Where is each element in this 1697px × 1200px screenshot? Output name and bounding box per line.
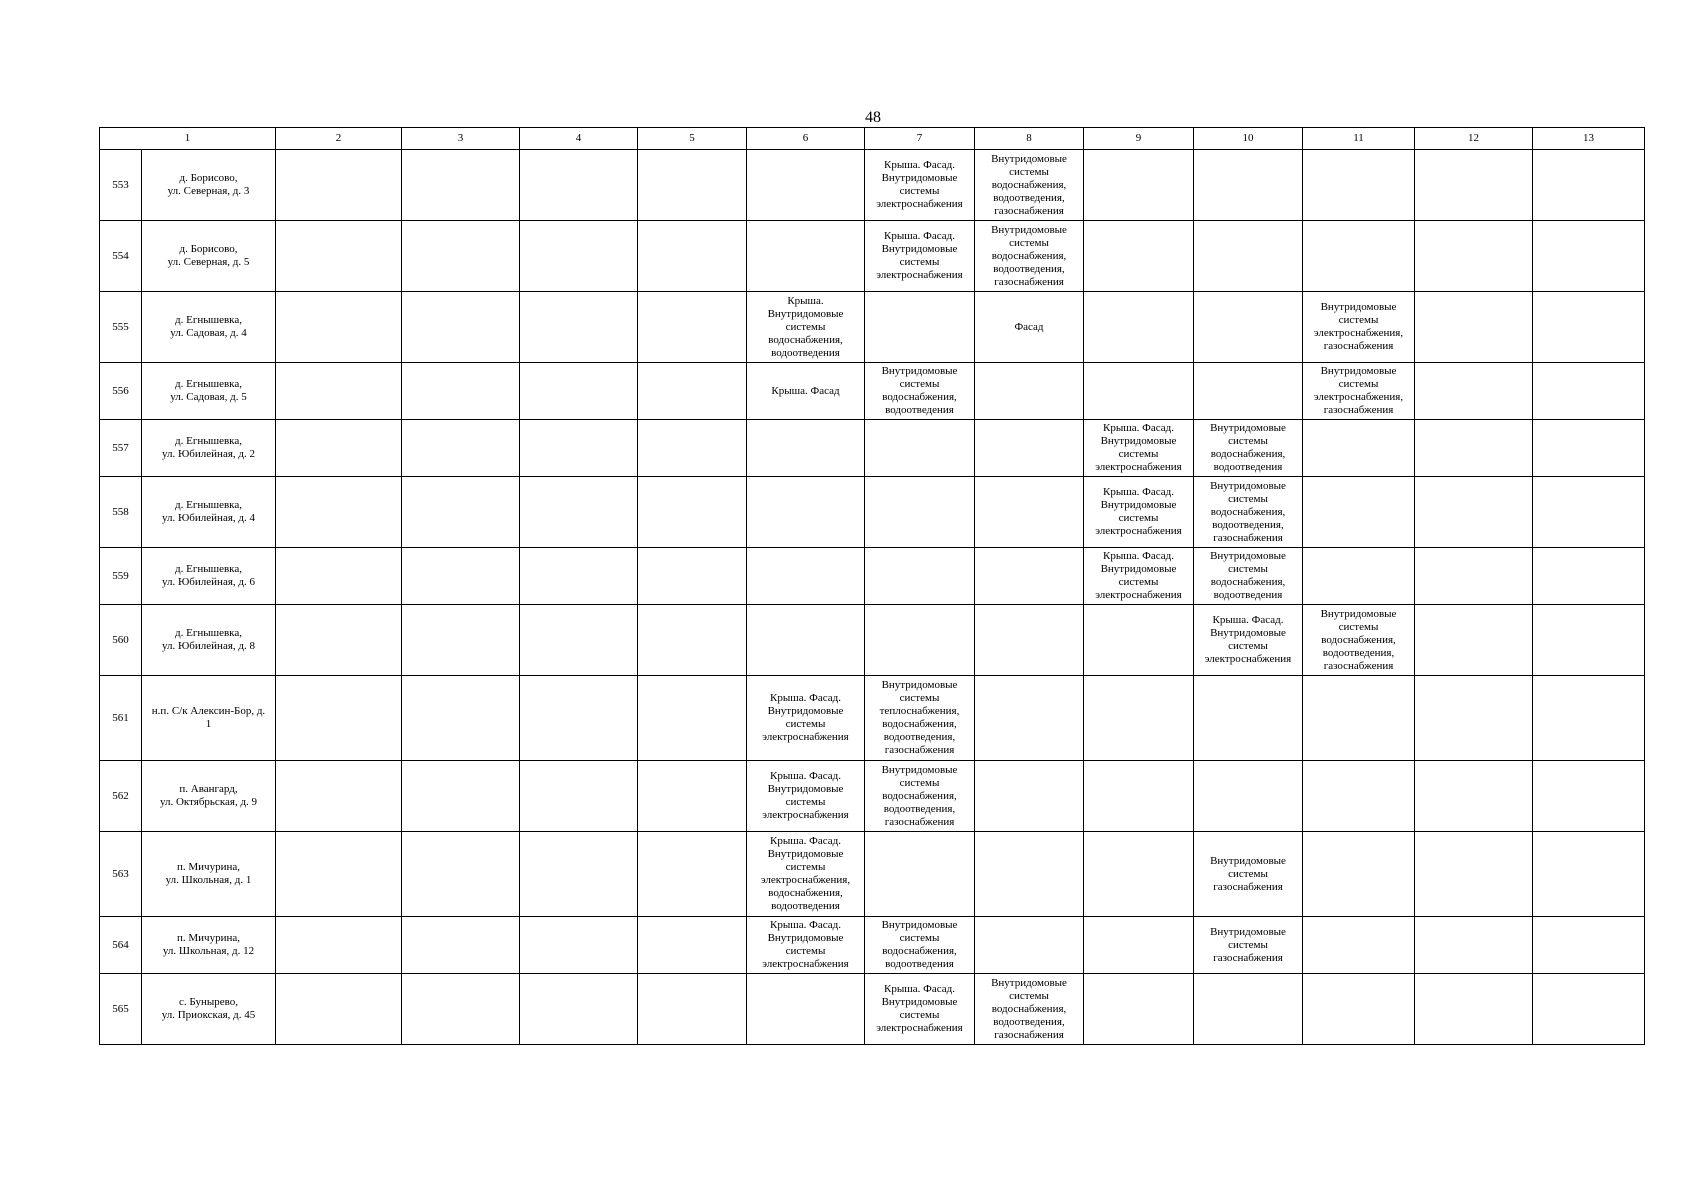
work-cell-col-3 [276,974,402,1045]
column-header: 10 [1194,128,1303,150]
work-cell-col-4 [402,477,520,548]
table-row [100,974,1645,1045]
work-cell-col-10 [1084,605,1194,676]
work-cell-col-13 [1415,477,1533,548]
work-cell-col-10 [1084,974,1194,1045]
work-cell-col-12 [1303,548,1415,605]
work-cell-col-3 [276,917,402,974]
work-cell-col-14 [1533,605,1645,676]
work-cell-col-7 [747,477,865,548]
work-cell-col-12: Внутридомовые системы водоснабжения, водоотведения, газоснабжения [1303,605,1415,676]
work-cell-col-14 [1533,548,1645,605]
work-cell-col-4 [402,548,520,605]
work-cell-col-7 [747,420,865,477]
work-cell-col-12 [1303,477,1415,548]
table-body [100,150,1645,1045]
work-cell-col-9: Фасад [975,292,1084,363]
work-cell-col-14 [1533,676,1645,761]
work-cell-col-9 [975,917,1084,974]
work-cell-col-3 [276,420,402,477]
work-cell-col-8: Крыша. Фасад. Внутридомовые системы электроснабжения [865,150,975,221]
work-cell-col-10 [1084,676,1194,761]
row-number-cell: 555 [100,292,142,363]
work-cell-col-9 [975,676,1084,761]
address-cell: с. Бунырево, ул. Приокская, д. 45 [142,974,276,1045]
work-cell-col-6 [638,761,747,832]
work-cell-col-13 [1415,676,1533,761]
work-cell-col-11 [1194,221,1303,292]
work-cell-col-12 [1303,974,1415,1045]
row-number-cell: 562 [100,761,142,832]
table-row [100,477,1645,548]
table-row [100,676,1645,761]
address-cell: д. Егнышевка, ул. Юбилейная, д. 8 [142,605,276,676]
work-cell-col-12 [1303,761,1415,832]
work-cell-col-8 [865,420,975,477]
work-cell-col-5 [520,676,638,761]
address-cell: д. Егнышевка, ул. Юбилейная, д. 6 [142,548,276,605]
row-number-cell: 564 [100,917,142,974]
work-cell-col-9 [975,420,1084,477]
address-cell: д. Егнышевка, ул. Садовая, д. 5 [142,363,276,420]
work-cell-col-7: Крыша. Фасад. Внутридомовые системы электроснабжения, водоснабжения, водоотведения [747,832,865,917]
work-cell-col-3 [276,150,402,221]
column-header: 5 [638,128,747,150]
work-cell-col-5 [520,150,638,221]
work-cell-col-6 [638,420,747,477]
work-cell-col-13 [1415,605,1533,676]
work-cell-col-12: Внутридомовые системы электроснабжения, газоснабжения [1303,292,1415,363]
work-cell-col-11: Внутридомовые системы водоснабжения, водоотведения, газоснабжения [1194,477,1303,548]
work-cell-col-11 [1194,150,1303,221]
work-cell-col-7 [747,974,865,1045]
work-cell-col-6 [638,917,747,974]
work-cell-col-10: Крыша. Фасад. Внутридомовые системы электроснабжения [1084,420,1194,477]
work-cell-col-10 [1084,917,1194,974]
work-cell-col-3 [276,363,402,420]
work-cell-col-3 [276,605,402,676]
work-cell-col-9: Внутридомовые системы водоснабжения, водоотведения, газоснабжения [975,221,1084,292]
work-cell-col-12: Внутридомовые системы электроснабжения, газоснабжения [1303,363,1415,420]
work-cell-col-4 [402,292,520,363]
work-cell-col-5 [520,974,638,1045]
row-number-cell: 553 [100,150,142,221]
row-number-cell: 559 [100,548,142,605]
work-cell-col-8: Внутридомовые системы теплоснабжения, водоснабжения, водоотведения, газоснабжения [865,676,975,761]
work-cell-col-5 [520,221,638,292]
address-cell: д. Борисово, ул. Северная, д. 3 [142,150,276,221]
column-header: 12 [1415,128,1533,150]
table-row [100,420,1645,477]
work-cell-col-5 [520,548,638,605]
table-row [100,363,1645,420]
work-cell-col-11: Внутридомовые системы водоснабжения, водоотведения [1194,420,1303,477]
work-cell-col-14 [1533,363,1645,420]
address-cell: д. Егнышевка, ул. Юбилейная, д. 2 [142,420,276,477]
work-cell-col-14 [1533,150,1645,221]
work-cell-col-14 [1533,477,1645,548]
work-cell-col-3 [276,292,402,363]
work-cell-col-6 [638,477,747,548]
work-cell-col-11 [1194,761,1303,832]
work-cell-col-12 [1303,150,1415,221]
work-cell-col-12 [1303,420,1415,477]
work-cell-col-3 [276,548,402,605]
address-cell: п. Мичурина, ул. Школьная, д. 12 [142,917,276,974]
work-cell-col-4 [402,363,520,420]
work-cell-col-4 [402,761,520,832]
work-cell-col-6 [638,832,747,917]
work-cell-col-11: Внутридомовые системы газоснабжения [1194,832,1303,917]
address-cell: д. Егнышевка, ул. Юбилейная, д. 4 [142,477,276,548]
work-cell-col-8 [865,605,975,676]
work-cell-col-4 [402,676,520,761]
column-header: 1 [100,128,276,150]
table-row [100,150,1645,221]
table-row [100,832,1645,917]
work-cell-col-6 [638,548,747,605]
column-header: 11 [1303,128,1415,150]
work-cell-col-12 [1303,832,1415,917]
row-number-cell: 554 [100,221,142,292]
row-number-cell: 561 [100,676,142,761]
work-cell-col-9 [975,832,1084,917]
work-cell-col-13 [1415,974,1533,1045]
work-cell-col-10 [1084,221,1194,292]
table-row [100,917,1645,974]
work-cell-col-14 [1533,221,1645,292]
work-cell-col-10: Крыша. Фасад. Внутридомовые системы электроснабжения [1084,477,1194,548]
work-cell-col-6 [638,676,747,761]
row-number-cell: 560 [100,605,142,676]
address-cell: д. Борисово, ул. Северная, д. 5 [142,221,276,292]
work-cell-col-8: Внутридомовые системы водоснабжения, водоотведения [865,917,975,974]
work-cell-col-11 [1194,292,1303,363]
work-cell-col-5 [520,420,638,477]
work-cell-col-7: Крыша. Фасад. Внутридомовые системы электроснабжения [747,676,865,761]
work-cell-col-6 [638,363,747,420]
work-cell-col-5 [520,363,638,420]
work-cell-col-5 [520,917,638,974]
work-cell-col-3 [276,676,402,761]
row-number-cell: 558 [100,477,142,548]
work-cell-col-13 [1415,832,1533,917]
work-cell-col-3 [276,477,402,548]
work-cell-col-11 [1194,676,1303,761]
work-cell-col-11 [1194,363,1303,420]
work-cell-col-13 [1415,917,1533,974]
address-cell: н.п. С/к Алексин-Бор, д. 1 [142,676,276,761]
work-cell-col-5 [520,477,638,548]
work-cell-col-14 [1533,917,1645,974]
work-cell-col-5 [520,832,638,917]
column-header: 6 [747,128,865,150]
work-cell-col-13 [1415,420,1533,477]
work-cell-col-13 [1415,548,1533,605]
work-cell-col-9 [975,363,1084,420]
work-cell-col-6 [638,150,747,221]
column-header: 7 [865,128,975,150]
work-cell-col-14 [1533,420,1645,477]
work-cell-col-13 [1415,761,1533,832]
work-cell-col-14 [1533,761,1645,832]
work-cell-col-7 [747,548,865,605]
work-cell-col-9: Внутридомовые системы водоснабжения, водоотведения, газоснабжения [975,974,1084,1045]
work-cell-col-14 [1533,292,1645,363]
work-cell-col-7: Крыша. Фасад. Внутридомовые системы электроснабжения [747,761,865,832]
column-header: 3 [402,128,520,150]
work-cell-col-9 [975,548,1084,605]
row-number-cell: 565 [100,974,142,1045]
work-cell-col-8: Крыша. Фасад. Внутридомовые системы электроснабжения [865,221,975,292]
work-cell-col-11: Внутридомовые системы газоснабжения [1194,917,1303,974]
work-cell-col-11: Крыша. Фасад. Внутридомовые системы электроснабжения [1194,605,1303,676]
table-row [100,221,1645,292]
work-cell-col-9 [975,761,1084,832]
address-cell: п. Мичурина, ул. Школьная, д. 1 [142,832,276,917]
work-cell-col-11 [1194,974,1303,1045]
work-cell-col-8: Внутридомовые системы водоснабжения, водоотведения, газоснабжения [865,761,975,832]
work-cell-col-8 [865,832,975,917]
work-cell-col-13 [1415,150,1533,221]
work-cell-col-9: Внутридомовые системы водоснабжения, водоотведения, газоснабжения [975,150,1084,221]
header-row [100,128,1645,150]
table-row [100,292,1645,363]
work-cell-col-8 [865,292,975,363]
table-row [100,548,1645,605]
work-cell-col-13 [1415,363,1533,420]
work-cell-col-4 [402,605,520,676]
work-cell-col-11: Внутридомовые системы водоснабжения, водоотведения [1194,548,1303,605]
work-cell-col-7 [747,150,865,221]
row-number-cell: 557 [100,420,142,477]
address-cell: д. Егнышевка, ул. Садовая, д. 4 [142,292,276,363]
work-cell-col-7: Крыша. Фасад. Внутридомовые системы электроснабжения [747,917,865,974]
work-cell-col-3 [276,221,402,292]
work-cell-col-8 [865,548,975,605]
column-header: 2 [276,128,402,150]
work-cell-col-6 [638,292,747,363]
work-cell-col-6 [638,221,747,292]
work-cell-col-3 [276,832,402,917]
work-cell-col-4 [402,974,520,1045]
work-cell-col-6 [638,974,747,1045]
row-number-cell: 556 [100,363,142,420]
work-cell-col-14 [1533,974,1645,1045]
work-cell-col-10 [1084,150,1194,221]
row-number-cell: 563 [100,832,142,917]
work-cell-col-5 [520,761,638,832]
work-cell-col-5 [520,292,638,363]
work-cell-col-14 [1533,832,1645,917]
work-cell-col-8: Внутридомовые системы водоснабжения, водоотведения [865,363,975,420]
table-row [100,605,1645,676]
page-number: 48 [865,109,881,126]
work-cell-col-4 [402,420,520,477]
work-cell-col-3 [276,761,402,832]
work-cell-col-10 [1084,363,1194,420]
work-cell-col-9 [975,477,1084,548]
work-cell-col-13 [1415,221,1533,292]
work-cell-col-10: Крыша. Фасад. Внутридомовые системы электроснабжения [1084,548,1194,605]
column-header: 9 [1084,128,1194,150]
work-cell-col-13 [1415,292,1533,363]
column-header: 13 [1533,128,1645,150]
work-cell-col-4 [402,221,520,292]
work-cell-col-12 [1303,676,1415,761]
work-cell-col-4 [402,150,520,221]
column-header: 4 [520,128,638,150]
work-cell-col-10 [1084,292,1194,363]
work-cell-col-7: Крыша. Фасад [747,363,865,420]
column-header: 8 [975,128,1084,150]
work-cell-col-8: Крыша. Фасад. Внутридомовые системы электроснабжения [865,974,975,1045]
work-cell-col-10 [1084,832,1194,917]
work-cell-col-7 [747,221,865,292]
address-cell: п. Авангард, ул. Октябрьская, д. 9 [142,761,276,832]
work-cell-col-7: Крыша. Внутридомовые системы водоснабжения, водоотведения [747,292,865,363]
work-cell-col-12 [1303,221,1415,292]
work-cell-col-5 [520,605,638,676]
work-cell-col-4 [402,917,520,974]
work-cell-col-4 [402,832,520,917]
work-cell-col-12 [1303,917,1415,974]
table-row [100,761,1645,832]
work-cell-col-9 [975,605,1084,676]
work-cell-col-6 [638,605,747,676]
work-cell-col-7 [747,605,865,676]
work-cell-col-10 [1084,761,1194,832]
work-cell-col-8 [865,477,975,548]
repair-schedule-table [99,127,1645,1045]
